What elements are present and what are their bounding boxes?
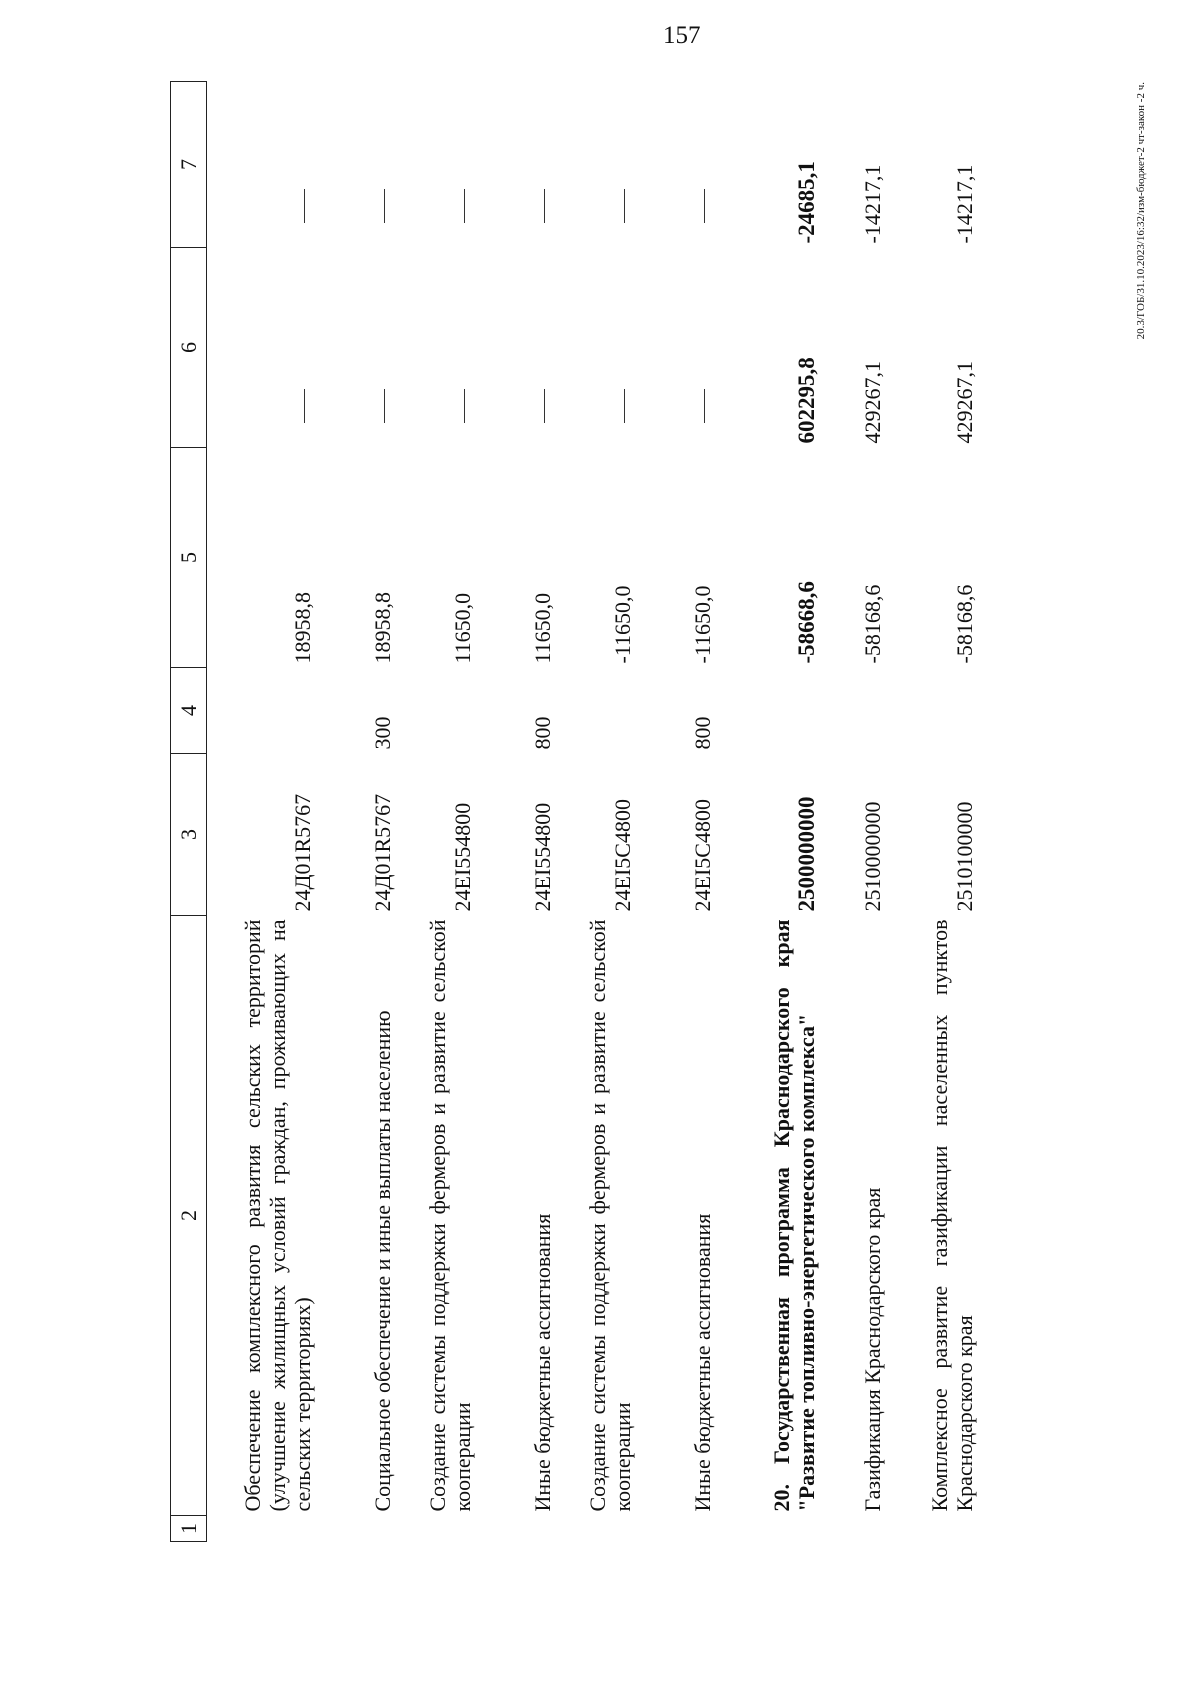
- row-name: Обеспечение комплексного развития сельских территорий (улучшение жилищных условий граждан, проживающих на сельских территориях): [239, 919, 315, 1512]
- row-type: [715, 668, 819, 754]
- row-number: [715, 1516, 819, 1542]
- dash-mark: [384, 190, 385, 224]
- header-col-5: 5: [171, 448, 207, 668]
- document-code: 20.3/ГОБ/31.10.2023/16:32/изм-бюджет-2 чт-закон -2 ч.: [1135, 82, 1147, 340]
- row-code: 2510000000: [859, 801, 885, 912]
- header-col-3: 3: [171, 754, 207, 916]
- table-row: [635, 82, 715, 1542]
- header-col-7: 7: [171, 82, 207, 248]
- row-col7: [635, 82, 715, 248]
- row-name: Иные бюджетные ассигнования: [529, 1213, 555, 1512]
- row-col6: [207, 248, 315, 448]
- row-col5: -58668,6: [793, 581, 819, 664]
- row-code: 24Д01R5767: [369, 793, 395, 912]
- row-number: [395, 1516, 475, 1542]
- row-code: 2510100000: [951, 801, 977, 912]
- row-col6: [635, 248, 715, 448]
- row-code: 24EI554800: [529, 802, 555, 912]
- dash-mark: [704, 390, 705, 424]
- dash-mark: [544, 390, 545, 424]
- row-col6: [395, 248, 475, 448]
- row-col7: -14217,1: [951, 164, 977, 244]
- row-col6: [315, 248, 395, 448]
- row-type: [885, 668, 977, 754]
- table-row: [207, 82, 315, 1542]
- header-col-6: 6: [171, 248, 207, 448]
- row-col7: [475, 82, 555, 248]
- budget-table: [170, 81, 977, 1542]
- header-col-2: 2: [171, 916, 207, 1516]
- row-code: 24Д01R5767: [289, 793, 315, 912]
- row-name: Иные бюджетные ассигнования: [689, 1213, 715, 1512]
- row-col7: -24685,1: [793, 161, 819, 244]
- row-name: Создание системы поддержки фермеров и развитие сельской кооперации: [584, 919, 635, 1512]
- row-col5: -11650,0: [609, 585, 635, 664]
- dash-mark: [304, 190, 305, 224]
- row-col5: -58168,6: [859, 584, 885, 664]
- row-code: 2500000000: [793, 796, 819, 912]
- row-name: Создание системы поддержки фермеров и развитие сельской кооперации: [424, 919, 475, 1512]
- row-col6: 602295,8: [793, 357, 819, 444]
- row-col5: 11650,0: [449, 592, 475, 664]
- table-row-program: [715, 82, 819, 1542]
- row-number: [635, 1516, 715, 1542]
- row-col7: [555, 82, 635, 248]
- dash-mark: [304, 390, 305, 424]
- row-col5: 18958,8: [289, 592, 315, 664]
- row-name: [715, 916, 819, 1516]
- row-col5: 18958,8: [369, 592, 395, 664]
- row-number: [555, 1516, 635, 1542]
- row-number: [819, 1516, 885, 1542]
- row-code: 24EI5C4800: [609, 799, 635, 912]
- table-row: [819, 82, 885, 1542]
- row-col7: [207, 82, 315, 248]
- row-name: Социальное обеспечение и иные выплаты населению: [369, 1010, 395, 1512]
- page-number: 157: [663, 22, 701, 49]
- row-type: 300: [369, 716, 395, 750]
- row-col6: 429267,1: [951, 361, 977, 444]
- header-col-1: 1: [171, 1516, 207, 1542]
- row-type: [555, 668, 635, 754]
- row-col6: 429267,1: [859, 361, 885, 444]
- row-type: [207, 668, 315, 754]
- header-col-4: 4: [171, 668, 207, 754]
- row-type: [395, 668, 475, 754]
- row-number: [475, 1516, 555, 1542]
- row-col6: [475, 248, 555, 448]
- row-code: 24EI554800: [449, 802, 475, 912]
- dash-mark: [704, 190, 705, 224]
- table-row: [885, 82, 977, 1542]
- row-type: [819, 668, 885, 754]
- row-col5: -58168,6: [951, 584, 977, 664]
- row-number: [885, 1516, 977, 1542]
- row-col5: 11650,0: [529, 592, 555, 664]
- row-type: 800: [689, 716, 715, 750]
- row-col7: [395, 82, 475, 248]
- row-number: [315, 1516, 395, 1542]
- table-row: [475, 82, 555, 1542]
- dash-mark: [624, 390, 625, 424]
- table-row: [395, 82, 475, 1542]
- row-col5: -11650,0: [689, 585, 715, 664]
- table-row: [315, 82, 395, 1542]
- dash-mark: [624, 190, 625, 224]
- row-name: Комплексное развитие газификации населенных пунктов Краснодарского края: [926, 919, 977, 1512]
- dash-mark: [384, 390, 385, 424]
- program-number: 20.: [768, 1484, 794, 1512]
- dash-mark: [544, 190, 545, 224]
- dash-mark: [464, 390, 465, 424]
- row-type: 800: [529, 716, 555, 750]
- dash-mark: [464, 190, 465, 224]
- row-col6: [555, 248, 635, 448]
- program-name: Государственная программа Краснодарского края "Развитие топливно-энергетического комплекса": [768, 919, 819, 1512]
- row-code: 24EI5C4800: [689, 799, 715, 912]
- rotated-table-container: [170, 82, 1040, 1542]
- row-name: Газификация Краснодарского края: [859, 1187, 885, 1512]
- row-col7: [315, 82, 395, 248]
- row-number: [207, 1516, 315, 1542]
- header-row: [171, 82, 207, 1542]
- table-row: [555, 82, 635, 1542]
- row-col7: -14217,1: [859, 164, 885, 244]
